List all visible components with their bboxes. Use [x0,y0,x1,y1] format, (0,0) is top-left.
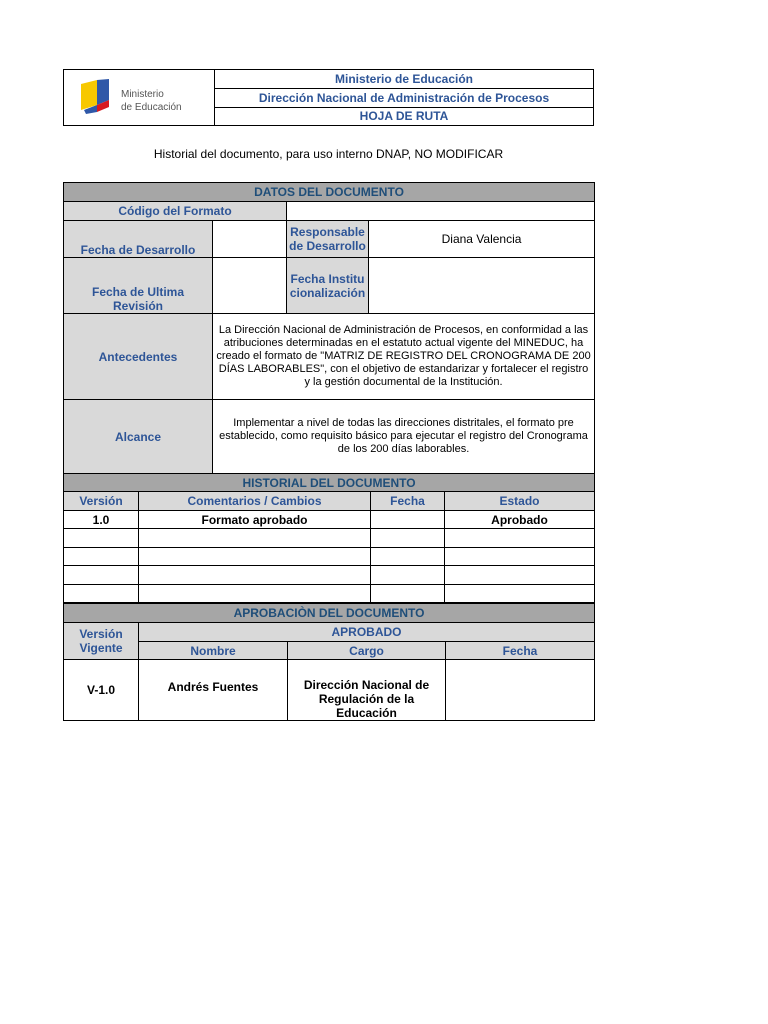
header-ministerio: Ministerio de Educación [215,70,593,89]
cell-estado: Aprobado [445,511,595,529]
historial-header-row [64,492,595,511]
cell-version [64,529,139,548]
fecha-inst-label: Fecha Institucionalización [287,258,369,314]
document-header [63,69,594,126]
codigo-label: Código del Formato [64,202,287,221]
logo-text-1: Ministerio [121,89,164,100]
col-version: Versión [64,492,139,511]
document-subtitle: Historial del documento, para uso interno DNAP, NO MODIFICAR [153,147,504,161]
fecha-label: Fecha [446,642,595,660]
fecha-desarrollo-value [213,221,287,258]
header-hoja-de-ruta: HOJA DE RUTA [359,109,449,123]
table-row [64,511,595,529]
cargo-label: Cargo [288,642,446,660]
cell-estado [445,529,595,548]
nombre-label: Nombre [139,642,288,660]
datos-table [63,182,595,474]
ministerio-logo [64,70,215,125]
cell-fecha [371,529,445,548]
fecha-revision-label: Fecha de Ultima Revisión [64,258,213,314]
header-direccion: Dirección Nacional de Administración de Procesos [215,89,593,108]
codigo-value [287,202,595,221]
col-fecha: Fecha [371,492,445,511]
aprobacion-section-title: APROBACIÒN DEL DOCUMENTO [64,604,595,623]
table-row [64,548,595,566]
table-row [64,566,595,585]
cell-comentario [139,548,371,566]
ministerio-logo-icon [64,70,214,125]
fecha-revision-value [213,258,287,314]
cell-comentario [139,529,371,548]
aprobacion-table [63,603,595,721]
cell-version [64,548,139,566]
alcance-value: Implementar a nivel de todas las direcciones distritales, el formato pre establecido, como requisito básico para ejecutar el registro del Cronograma de los 200 días laborables. [213,400,595,474]
cell-fecha [371,511,445,529]
aprobado-label: APROBADO [139,623,595,642]
responsable-value: Diana Valencia [369,221,595,258]
cell-version [64,566,139,585]
cell-comentario [139,585,371,603]
cell-estado [445,548,595,566]
alcance-label: Alcance [64,400,213,474]
cell-estado [445,585,595,603]
datos-section-title: DATOS DEL DOCUMENTO [64,183,595,202]
cell-comentario: Formato aprobado [139,511,371,529]
historial-section-title: HISTORIAL DEL DOCUMENTO [64,474,595,492]
fecha-desarrollo-label: Fecha de Desarrollo [64,221,213,258]
antecedentes-value: La Dirección Nacional de Administración de Procesos, en conformidad a las atribuciones determinadas en el estatuto actual vigente del MINEDUC, ha creado el formato de "MATRIZ DE REGISTRO DEL CRONOGRAMA DE 200 DÍAS LABORABLES", con el objetivo de estandarizar y fortalecer el registro y la gestión documental de la Institución. [213,314,595,400]
logo-text-2: de Educación [121,102,182,113]
antecedentes-label: Antecedentes [64,314,213,400]
table-row [64,529,595,548]
cell-fecha [371,548,445,566]
version-vigente-label: Versión Vigente [64,623,139,660]
col-comentarios: Comentarios / Cambios [139,492,371,511]
cell-comentario [139,566,371,585]
responsable-label: Responsable de Desarrollo [287,221,369,258]
col-estado: Estado [445,492,595,511]
cell-estado [445,566,595,585]
fecha-value [446,660,595,721]
nombre-value: Andrés Fuentes [139,660,288,721]
cell-fecha [371,566,445,585]
cell-fecha [371,585,445,603]
cell-version [64,585,139,603]
fecha-inst-value [369,258,595,314]
version-value: V-1.0 [64,660,139,721]
historial-table [63,473,595,603]
table-row [64,585,595,603]
cell-version: 1.0 [64,511,139,529]
cargo-value: Dirección Nacional de Regulación de la Educación [288,660,446,721]
